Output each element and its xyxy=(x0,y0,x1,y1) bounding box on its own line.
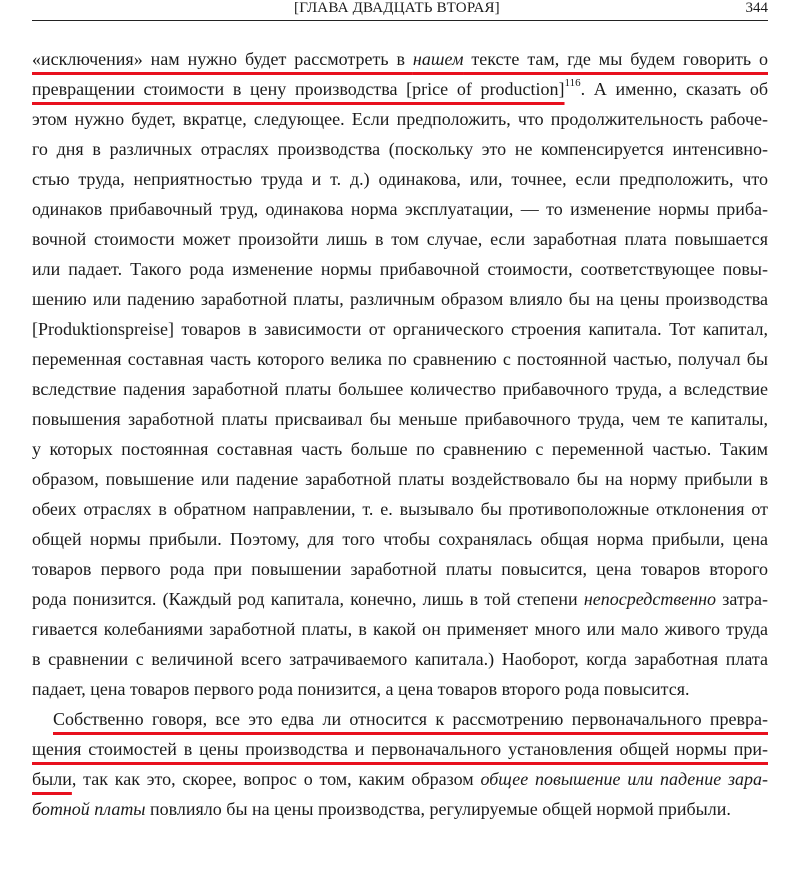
page-number: 344 xyxy=(745,0,768,16)
emphasis: ботной платы xyxy=(32,799,146,819)
highlighted-text: щения стоимостей в цены производства и первоначального установления общей нормы при- xyxy=(32,739,768,759)
chapter-title: [ГЛАВА ДВАДЦАТЬ ВТОРАЯ] xyxy=(294,0,500,16)
text-line: стью труда, неприятностью труда и т. д.) одинакова, или, точнее, если предположить, что xyxy=(32,169,768,189)
highlighted-text: Собственно говоря, все это едва ли относится к рассмотрению первоначального превра- xyxy=(53,709,768,729)
text-line: обеих отраслях в обратном направлении, т. е. вызывало бы противоположные отклонения от xyxy=(32,499,768,519)
footnote-ref[interactable]: 116 xyxy=(564,77,581,89)
text-line: товаров первого рода при повышении заработной платы повысится, цена товаров второго xyxy=(32,559,768,579)
text-line: превращении стоимости в цену производства [price of production]$^{116}$. А именно, сказать об xyxy=(32,77,768,99)
emphasis: общее повышение или падение зара- xyxy=(480,769,768,789)
text-line: вочной стоимости может произойти лишь в том случае, если заработная плата повышается xyxy=(32,229,768,249)
text-line: гивается колебаниями заработной платы, в какой он применяет много или мало живого труда xyxy=(32,619,768,639)
highlighted-text: были xyxy=(32,769,72,789)
text-line: были, так как это, скорее, вопрос о том, каким образом общее повышение или падение зара- xyxy=(32,769,768,789)
text-line xyxy=(32,44,768,74)
text-line: рода понизится. (Каждый род капитала, конечно, лишь в той степени непосредственно затра- xyxy=(32,589,769,609)
text-line: общей нормы прибыли. Поэтому, для того чтобы сохранялась общая норма прибыли, цена xyxy=(32,529,768,549)
text-line: этом нужно будет, вкратце, следующее. Если предположить, что продолжительность рабоче- xyxy=(32,109,768,129)
text-line: переменная составная часть которого велика по сравнению с постоянной частью, получал бы xyxy=(32,349,768,369)
emphasis: нашем xyxy=(412,49,464,69)
emphasis: непосредственно xyxy=(583,589,717,609)
text-line xyxy=(32,704,768,734)
text-line: вследствие падения заработной платы большее количество прибавочного труда, а вследствие xyxy=(32,379,768,399)
text-line: [Produktionspreise] товаров в зависимости от органического строения капитала. Тот капитал, xyxy=(32,319,768,339)
text-line: го дня в различных отраслях производства (поскольку это не компенсируется интенсивно- xyxy=(32,139,768,159)
text-line: у которых постоянная составная часть больше по сравнению с переменной частью. Таким xyxy=(32,439,768,459)
text-line: или падает. Такого рода изменение нормы прибавочной стоимости, соответствующее повы- xyxy=(32,259,768,279)
running-header xyxy=(32,0,768,21)
highlighted-text: превращении стоимости в цену производства [price of production] xyxy=(32,79,565,99)
text-line: образом, повышение или падение заработной платы воздействовало бы на норму прибыли в xyxy=(32,469,768,489)
text-line: повышения заработной платы присваивал бы меньше прибавочного труда, чем те капиталы, xyxy=(32,409,768,429)
highlighted-text: «исключения» нам нужно будет рассмотреть в нашем тексте там, где мы будем говорить о xyxy=(32,49,768,69)
text-line xyxy=(32,734,768,764)
text-line: одинаков прибавочный труд, одинакова норма эксплуатации, — то изменение нормы приба- xyxy=(32,199,768,219)
text-line: в сравнении с величиной всего затрачиваемого капитала.) Наоборот, когда заработная плата xyxy=(32,649,768,669)
text-line: падает, цена товаров первого рода понизится, а цена товаров второго рода повысится. xyxy=(32,679,690,699)
text-line: ботной платы повлияло бы на цены производства, регулируемые общей нормой прибыли. xyxy=(32,799,731,819)
text-line: шению или падению заработной платы, различным образом влияло бы на цены производства xyxy=(32,289,768,309)
body-text xyxy=(32,44,768,824)
